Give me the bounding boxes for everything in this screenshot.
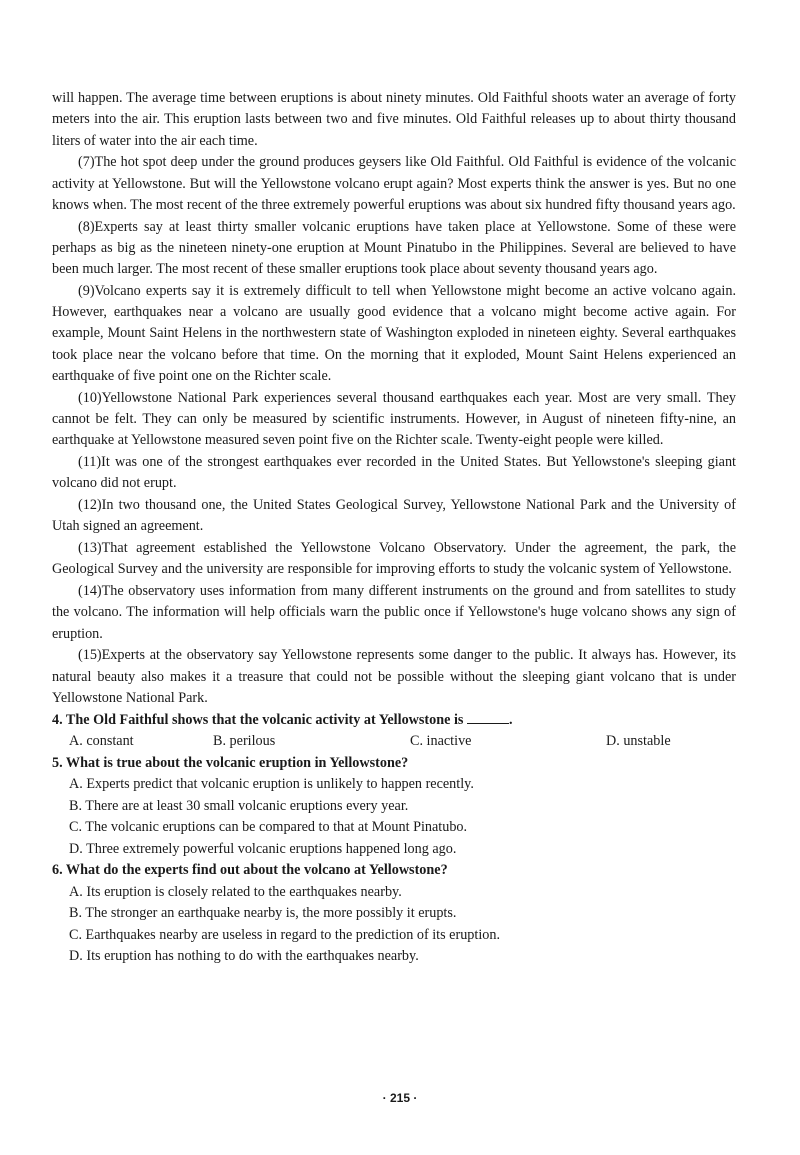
question-4-stem-text: 4. The Old Faithful shows that the volcanic activity at Yellowstone is [52, 711, 467, 728]
question-6-option-c: C. Earthquakes nearby are useless in regard to the prediction of its eruption. [69, 926, 501, 943]
question-5-option-d: D. Three extremely powerful volcanic eruptions happened long ago. [69, 840, 457, 857]
question-section [52, 710, 736, 968]
question-4-option-a: A. constant [69, 733, 134, 750]
question-5-option-c: C. The volcanic eruptions can be compared to that at Mount Pinatubo. [69, 819, 468, 836]
passage-paragraph-12: (12)In two thousand one, the United States Geological Survey, Yellowstone National Park and the University of Utah signed an agreement. [52, 496, 736, 535]
question-6 [52, 860, 736, 968]
passage-paragraph-13: (13)That agreement established the Yellowstone Volcano Observatory. Under the agreement, the park, the Geological Survey and the university are responsible for improving efforts to study the volcanic system of Yellowstone. [52, 539, 736, 578]
question-5 [52, 753, 736, 861]
passage-paragraph-14: (14)The observatory uses information from many different instruments on the ground and from satellites to study the volcano. The information will help officials warn the public once if Yellowstone's huge volcano shows any sign of eruption. [52, 582, 736, 642]
question-4-option-b: B. perilous [213, 733, 276, 750]
question-4-option-d: D. unstable [606, 733, 671, 750]
passage-paragraph-15: (15)Experts at the observatory say Yellowstone represents some danger to the public. It always has. However, its natural beauty also makes it a treasure that could not be possible without the sleeping giant volcano that is under Yellowstone National Park. [52, 647, 736, 706]
question-6-option-a: A. Its eruption is closely related to the earthquakes nearby. [69, 883, 402, 900]
passage-paragraph-11: (11)It was one of the strongest earthquakes ever recorded in the United States. But Yellowstone's sleeping giant volcano did not erupt. [52, 454, 736, 492]
question-4 [52, 710, 736, 753]
question-6-option-d: D. Its eruption has nothing to do with the earthquakes nearby. [69, 948, 419, 965]
question-6-stem: 6. What do the experts find out about the volcano at Yellowstone? [52, 862, 448, 879]
question-4-options [69, 731, 736, 753]
page-number: · 215 · [382, 1091, 418, 1105]
document-body [52, 88, 736, 968]
question-5-stem: 5. What is true about the volcanic eruption in Yellowstone? [52, 754, 409, 771]
question-4-stem-end: . [509, 711, 513, 728]
question-5-option-a: A. Experts predict that volcanic eruption is unlikely to happen recently. [69, 776, 474, 793]
question-6-option-b: B. The stronger an earthquake nearby is, the more possibly it erupts. [69, 905, 457, 922]
passage-paragraph-6-end: will happen. The average time between eruptions is about ninety minutes. Old Faithful shoots water an average of forty meters into the air. This eruption lasts between two and five minutes. Old Faithful releases up to about thirty thousand liters of water into the air each time. [52, 90, 736, 149]
passage-paragraph-10: (10)Yellowstone National Park experiences several thousand earthquakes each year. Most are very small. They cannot be felt. They can only be measured by scientific instruments. However, in August of nineteen fifty-nine, an earthquake at Yellowstone measured seven point five on the Richter scale. Twenty-eight people were killed. [52, 389, 736, 449]
question-4-stem [52, 710, 736, 732]
question-4-option-c: C. inactive [410, 733, 472, 750]
question-5-option-b: B. There are at least 30 small volcanic eruptions every year. [69, 797, 409, 814]
passage-paragraph-9: (9)Volcano experts say it is extremely difficult to tell when Yellowstone might become an active volcano again. However, earthquakes near a volcano are usually good evidence that a volcano might become active again. For example, Mount Saint Helens in the northwestern state of Washington exploded in nineteen eighty. Several earthquakes took place near the volcano before that time. On the morning that it exploded, Mount Saint Helens experienced an earthquake of five point one on the Richter scale. [52, 282, 736, 385]
answer-blank [467, 711, 509, 724]
passage-paragraph-8: (8)Experts say at least thirty smaller volcanic eruptions have taken place at Yellowstone. Some of these were perhaps as big as the nineteen ninety-one eruption at Mount Pinatubo in the Philippines. Several are believed to have been much larger. The most recent of these smaller eruptions took place about seventy thousand years ago. [52, 218, 736, 278]
reading-passage [52, 88, 736, 709]
passage-paragraph-7: (7)The hot spot deep under the ground produces geysers like Old Faithful. Old Faithful is evidence of the volcanic activity at Yellowstone. But will the Yellowstone volcano erupt again? Most experts think the answer is yes. But no one knows when. The most recent of the three extremely powerful eruptions was about six hundred fifty thousand years ago. [52, 154, 736, 213]
